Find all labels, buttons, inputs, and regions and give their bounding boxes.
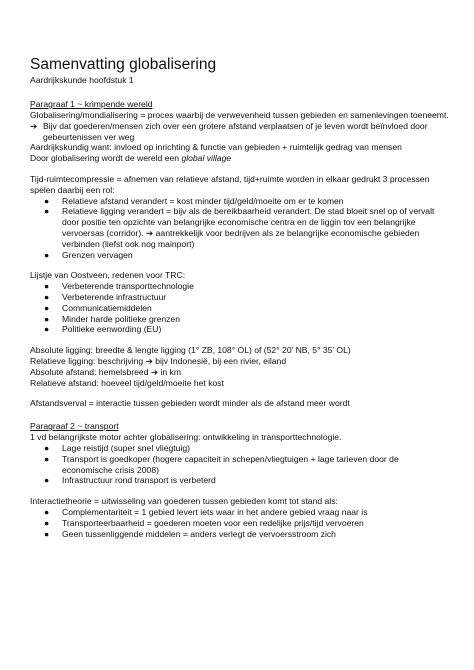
arrow-icon: ➔ [30, 120, 38, 131]
global-village-term: global village [181, 153, 232, 164]
bullet-icon: ● [44, 206, 50, 217]
arrow-icon: ➔ [150, 366, 159, 377]
bullet-icon: ● [44, 324, 50, 335]
interactie-list [30, 507, 450, 539]
global-village-line [30, 153, 450, 164]
list-item: ● Relatieve ligging verandert = bijv als de bereikbaarheid verandert. De stad bloeit snel op of vervalt door positie ten opzichte van belangrijke economische centra en de liggin tov een belangrijke vervoersas (corridor). ➔ aantrekkelijk voor bedrijven als ze belangrijke economische gebieden verbinden (liefst ook nog mainport) [44, 206, 435, 249]
oostveen-intro: Lijstje van Oostveen, redenen voor TRC: [30, 270, 186, 281]
list-item: ● Minder harde politieke grenzen [44, 313, 180, 324]
list-item: ● Grenzen vervagen [44, 249, 133, 260]
bullet-icon: ● [44, 506, 50, 517]
transport-intro: 1 vd belangrijkste motor achter globalisering: ontwikkeling in transporttechnologie. [30, 432, 342, 443]
transport-list [30, 443, 450, 486]
section-heading-paragraaf-1: Paragraaf 1 ~ krimpende wereld [30, 99, 153, 109]
section-heading-paragraaf-2: Paragraaf 2 ~ transport [30, 421, 119, 432]
list-item: ● Lage reistijd (super snel vliegtuig) [44, 442, 191, 453]
bullet-icon: ● [44, 517, 50, 528]
arrow-note [30, 121, 450, 143]
bullet-icon: ● [44, 453, 50, 464]
relatieve-ligging: Relatieve ligging: beschrijving ➔ bijv Indonesië, bij een rivier, eiland [30, 355, 287, 366]
bullet-icon: ● [44, 291, 50, 302]
list-item: ● Transporteerbaarheid = goederen moeten voor een redelijke prijs/tijd vervoeren [44, 517, 364, 528]
list-item: ● Infrastructuur rond transport is verbeterd [44, 475, 216, 486]
list-item: ● Complementariteit = 1 gebied levert iets waar in het andere gebied vraag naar is [44, 506, 368, 517]
bullet-icon: ● [44, 442, 50, 453]
bullet-icon: ● [44, 302, 50, 313]
globalisering-definition: Globalisering/mondialisering = proces waarbij de verwevenheid tussen gebieden en samenlevingen toeneemt. [30, 110, 449, 120]
afstandsverval: Afstandsverval = interactie tussen gebieden wordt minder als de afstand meer wordt [30, 398, 350, 409]
list-item: ● Verbeterende infrastructuur [44, 291, 167, 302]
document-page [30, 56, 450, 539]
aardrijkskundig-want: Aardrijkskundig want: invloed op inrichting & functie van gebieden + ruimtelijk gedrag van mensen [30, 142, 402, 153]
processen-list [30, 196, 450, 261]
interactietheorie-intro: Interactietheorie = uitwisseling van goederen tussen gebieden komt tot stand als: [30, 496, 338, 507]
relatieve-afstand: Relatieve afstand: hoeveel tijd/geld/moeite het kost [30, 377, 224, 388]
bullet-icon: ● [44, 528, 50, 539]
document-title: Samenvatting globalisering [30, 56, 217, 73]
list-item: ● Communicatiemiddelen [44, 302, 152, 313]
bullet-icon: ● [44, 281, 50, 292]
absolute-afstand: Absolute afstand: hemelsbreed ➔ in km [30, 366, 182, 377]
bullet-icon: ● [44, 475, 50, 486]
oostveen-list [30, 281, 450, 335]
arrow-icon: ➔ [145, 355, 153, 366]
tijd-ruimtecompressie-intro: Tijd-ruimtecompressie = afnemen van relatieve afstand, tijd+ruimte worden in elkaar gedrukt 3 processen spelen daarbij een rol: [30, 173, 430, 195]
bullet-icon: ● [44, 313, 50, 324]
list-item: ● Transport is goedkoper (hogere capaciteit in schepen/vliegtuigen + lage tarieven door de economische crisis 2008) [44, 453, 399, 475]
document-subtitle: Aardrijkskunde hoofdstuk 1 [30, 75, 134, 85]
absolute-ligging: Absolute ligging: breedte & lengte ligging (1° ZB, 108° OL) of (52° 20’ NB, 5° 35’ OL) [30, 345, 351, 356]
list-item: ● Politieke eenwording (EU) [44, 324, 162, 335]
bullet-icon: ● [44, 195, 50, 206]
list-item: ● Geen tussenliggende middelen = anders verlegt de vervoersstroom zich [44, 528, 336, 539]
arrow-note-text: Bijv dat goederen/mensen zich over een grotere afstand verplaatsen of je leven wordt beïnvloed door gebeurtenissen ver weg [43, 120, 428, 142]
list-item: ● Verbeterende transporttechnologie [44, 281, 194, 292]
list-item: ● Relatieve afstand verandert = kost minder tijd/geld/moeite om er te komen [44, 195, 344, 206]
global-village-prefix: Door globalisering wordt de wereld een [30, 153, 182, 164]
bullet-icon: ● [44, 249, 50, 260]
